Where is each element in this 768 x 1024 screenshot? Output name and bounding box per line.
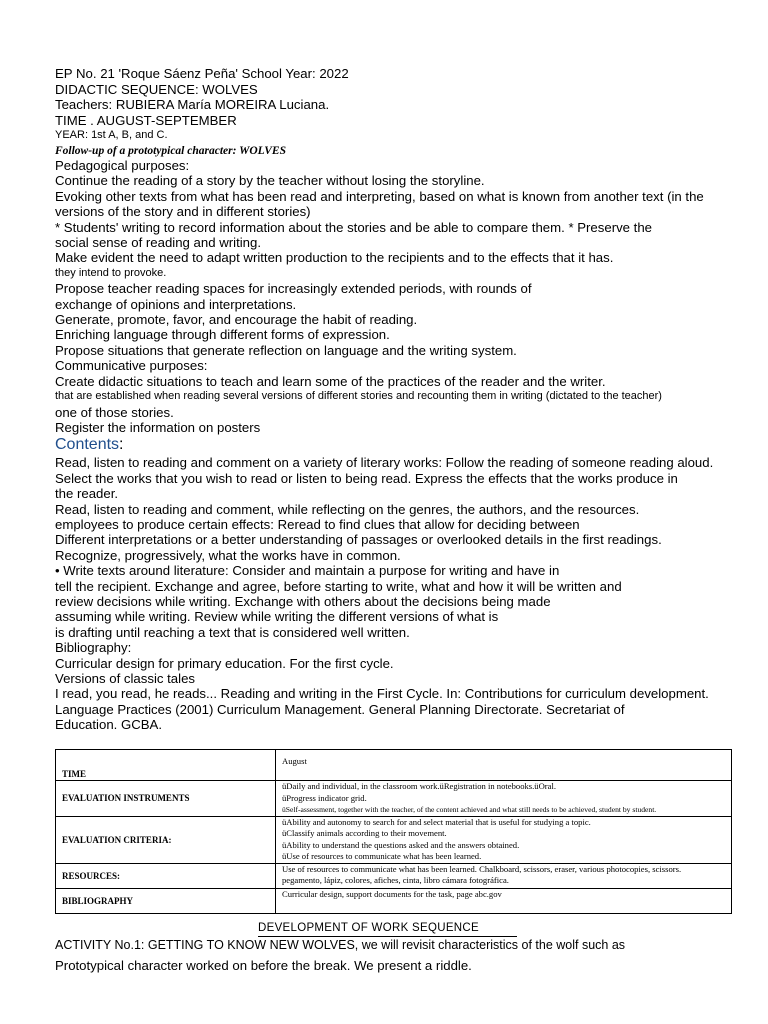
contents-line: Read, listen to reading and comment on a variety of literary works: Follow the reading of someone reading aloud. <box>55 455 714 471</box>
criteria-item: üAbility and autonomy to search for and select material that is useful for studying a topic. <box>282 816 591 827</box>
criteria-item: üUse of resources to communicate what has been learned. <box>282 851 482 861</box>
development-title-underline <box>258 936 517 937</box>
contents-heading <box>55 435 765 455</box>
bibliography-line: Education. GCBA. <box>55 717 163 733</box>
body-line: that are established when reading several versions of different stories and recounting them in writing (dictated to the teacher) <box>55 390 662 403</box>
body-line: social sense of reading and writing. <box>55 235 261 251</box>
sequence-title: DIDACTIC SEQUENCE: WOLVES <box>55 81 258 97</box>
communicative-heading: Communicative purposes: <box>55 358 208 374</box>
body-line: * Students' writing to record information about the stories and be able to compare them. * Preserve the <box>55 219 653 235</box>
contents-line: the reader. <box>55 486 119 502</box>
contents-line: review decisions while writing. Exchange with others about the decisions being made <box>55 593 551 609</box>
body-line: Create didactic situations to teach and learn some of the practices of the reader and the writer. <box>55 373 606 389</box>
instrument-item: üDaily and individual, in the classroom work.üRegistration in notebooks.üOral. <box>282 781 557 791</box>
contents-line: Read, listen to reading and comment, while reflecting on the genres, the authors, and the resources. <box>55 501 640 517</box>
development-title: DEVELOPMENT OF WORK SEQUENCE <box>258 922 479 934</box>
instruments-label: EVALUATION INSTRUMENTS <box>56 781 276 817</box>
resources-item: pegamento, lápiz, colores, afiches, cinta, libro cámara fotográfica. <box>282 875 509 885</box>
criteria-label: EVALUATION CRITERIA: <box>56 816 276 863</box>
bibliography-line: Curricular design for primary education. For the first cycle. <box>55 655 394 671</box>
activity-1-continued: Prototypical character worked on before the break. We present a riddle. <box>55 958 472 973</box>
contents-line: is drafting until reaching a text that is considered well written. <box>55 624 410 640</box>
bibliography-line: Language Practices (2001) Curriculum Management. General Planning Directorate. Secretariat of <box>55 701 625 717</box>
table-row <box>56 781 732 817</box>
table-row <box>56 863 732 888</box>
bibliography-value: Curricular design, support documents for the task, page abc.gov <box>276 888 732 913</box>
body-line: they intend to provoke. <box>55 266 167 279</box>
body-line: Enriching language through different forms of expression. <box>55 327 390 343</box>
bibliography-line: Versions of classic tales <box>55 671 195 686</box>
body-line: one of those stories. <box>55 404 174 420</box>
contents-line: Select the works that you wish to read or listen to being read. Express the effects that the works produce in <box>55 470 678 486</box>
bibliography-label: BIBLIOGRAPHY <box>56 888 276 913</box>
contents-line: • Write texts around literature: Consider and maintain a purpose for writing and have in <box>55 563 560 579</box>
contents-line: Recognize, progressively, what the works have in common. <box>55 547 401 563</box>
body-line: exchange of opinions and interpretations. <box>55 296 297 312</box>
pedagogical-heading: Pedagogical purposes: <box>55 158 190 173</box>
contents-heading-text: Contents <box>55 436 120 454</box>
time-value: August <box>276 750 732 781</box>
body-line: Propose situations that generate reflection on language and the writing system. <box>55 342 517 358</box>
instrument-item: üSelf-assessment, together with the teacher, of the content achieved and what still needs to be achieved, student by student. <box>282 805 657 814</box>
school-line: EP No. 21 'Roque Sáenz Peña' School Year: 2022 <box>55 66 349 81</box>
body-line: Generate, promote, favor, and encourage the habit of reading. <box>55 312 418 328</box>
body-line: Make evident the need to adapt written production to the recipients and to the effects that it has. <box>55 250 614 266</box>
table-row <box>56 888 732 913</box>
criteria-item: üClassify animals according to their movement. <box>282 828 447 838</box>
body-line: versions of the story and in different stories) <box>55 204 311 220</box>
followup-heading: Follow-up of a prototypical character: WOLVES <box>55 145 286 158</box>
contents-line: assuming while writing. Review while writing the different versions of what is <box>55 609 499 625</box>
bibliography-heading: Bibliography: <box>55 640 132 656</box>
criteria-item: üAbility to understand the questions asked and the answers obtained. <box>282 839 520 850</box>
document-body <box>55 158 765 733</box>
document-header <box>55 66 755 158</box>
contents-heading-colon: : <box>119 436 124 454</box>
resources-value <box>276 863 732 888</box>
evaluation-table <box>55 749 732 914</box>
contents-line: Different interpretations or a better understanding of passages or overlooked details in the first readings. <box>55 532 662 548</box>
body-line: Propose teacher reading spaces for increasingly extended periods, with rounds of <box>55 281 532 297</box>
body-line: Register the information on posters <box>55 419 261 435</box>
criteria-value <box>276 816 732 863</box>
bibliography-line: I read, you read, he reads... Reading and writing in the First Cycle. In: Contributions for curriculum development. <box>55 686 709 702</box>
body-line: Evoking other texts from what has been read and interpreting, based on what is known from another text (in the <box>55 188 704 204</box>
time-line: TIME . AUGUST-SEPTEMBER <box>55 112 237 128</box>
table-row <box>56 750 732 781</box>
year-line: YEAR: 1st A, B, and C. <box>55 129 168 142</box>
activity-1: ACTIVITY No.1: GETTING TO KNOW NEW WOLVES, we will revisit characteristics of the wolf such as <box>55 938 626 952</box>
contents-line: employees to produce certain effects: Reread to find clues that allow for deciding between <box>55 516 580 532</box>
instruments-value <box>276 781 732 817</box>
time-label: TIME <box>56 750 276 781</box>
instrument-item: üProgress indicator grid. <box>282 792 367 803</box>
teachers-line: Teachers: RUBIERA María MOREIRA Luciana. <box>55 97 330 113</box>
contents-line: tell the recipient. Exchange and agree, before starting to write, what and how it will be written and <box>55 578 622 594</box>
body-line: Continue the reading of a story by the teacher without losing the storyline. <box>55 173 485 189</box>
resources-item: Use of resources to communicate what has been learned. Chalkboard, scissors, eraser, various photocopies, scissors. <box>282 863 682 874</box>
resources-label: RESOURCES: <box>56 863 276 888</box>
table-row <box>56 816 732 863</box>
